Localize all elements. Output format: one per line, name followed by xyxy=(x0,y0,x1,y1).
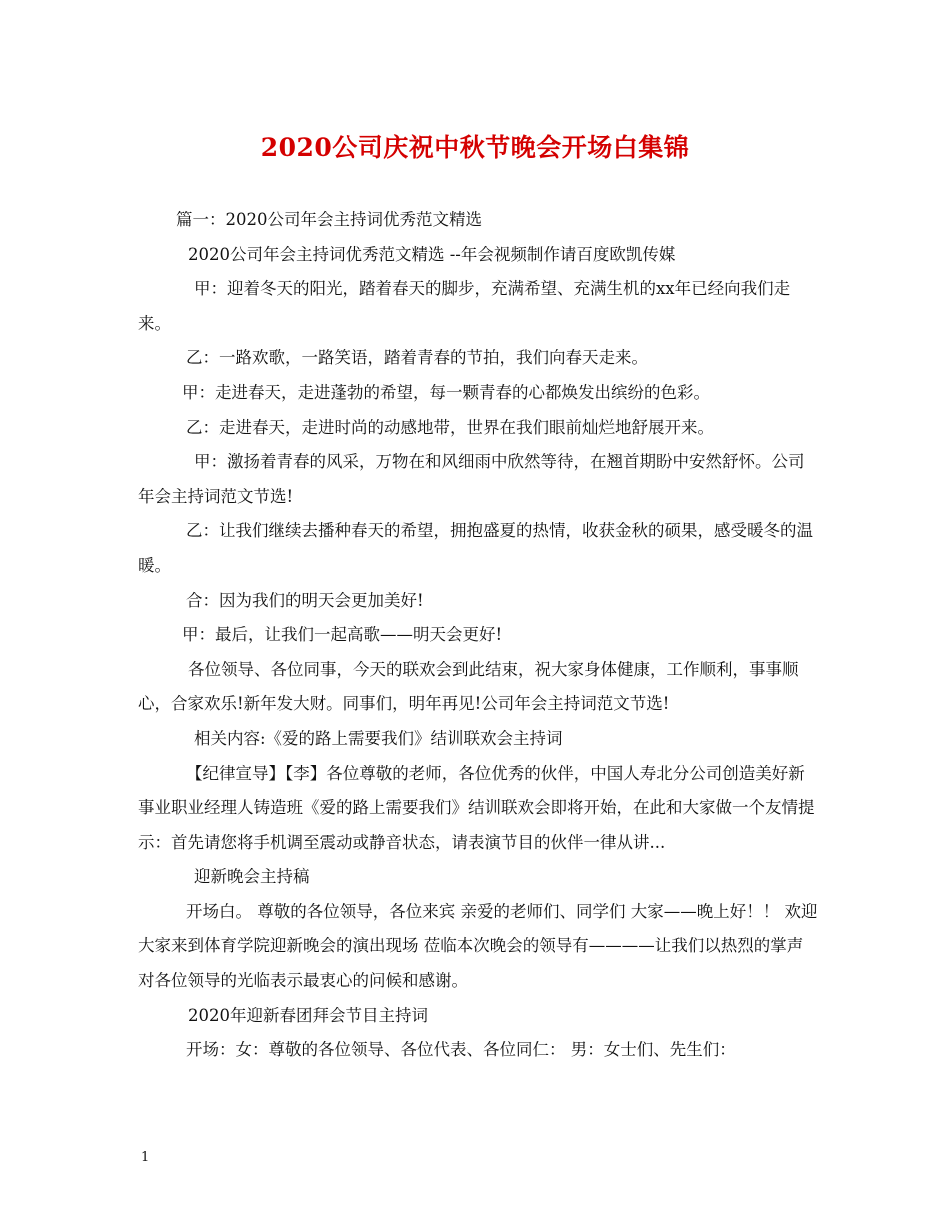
paragraph: 相关内容:《爱的路上需要我们》结训联欢会主持词 xyxy=(194,728,563,748)
paragraph: 甲：走进春天，走进蓬勃的希望，每一颗青春的心都焕发出缤纷的色彩。 xyxy=(182,382,710,402)
document-body xyxy=(138,203,818,1068)
document-title: 2020公司庆祝中秋节晚会开场白集锦 xyxy=(260,133,690,162)
paragraph: 乙：走进春天，走进时尚的动感地带，世界在我们眼前灿烂地舒展开来。 xyxy=(186,417,714,437)
page-number: 1 xyxy=(141,1150,150,1165)
paragraph: 2020年迎新春团拜会节目主持词 xyxy=(188,1005,428,1025)
paragraph: 开场：女：尊敬的各位领导、各位代表、各位同仁： 男：女士们、先生们： xyxy=(186,1040,736,1060)
paragraph: 甲：最后，让我们一起高歌——明天会更好! xyxy=(182,625,503,645)
paragraph: 开场白。 尊敬的各位领导，各位来宾 亲爱的老师们、同学们 大家——晚上好！！ 欢迎大家来到体育学院迎新晚会的演出现场 莅临本次晚会的领导有————让我们以热烈的掌声对各位领导的光临表示最衷心的问候和感谢。 xyxy=(138,901,818,991)
paragraph: 篇一：2020公司年会主持词优秀范文精选 xyxy=(176,210,482,229)
paragraph: 甲：激扬着青春的风采，万物在和风细雨中欣然等待，在翘首期盼中安然舒怀。公司年会主持词范文节选! xyxy=(138,452,805,506)
paragraph: 各位领导、各位同事，今天的联欢会到此结束，祝大家身体健康，工作顺利，事事顺心，合家欢乐!新年发大财。同事们，明年再见!公司年会主持词范文节选! xyxy=(138,659,799,714)
paragraph: 迎新晚会主持稿 xyxy=(194,867,310,887)
paragraph: 2020公司年会主持词优秀范文精选 --年会视频制作请百度欧凯传媒 xyxy=(188,244,676,264)
paragraph: 乙：一路欢歌，一路笑语，踏着青春的节拍，我们向春天走来。 xyxy=(186,348,648,368)
paragraph: 【纪律宣导】【李】各位尊敬的老师，各位优秀的伙伴，中国人寿北分公司创造美好新事业职业经理人铸造班《爱的路上需要我们》结训联欢会即将开始，在此和大家做一个友情提示：首先请您将手机调至震动或静音状态，请表演节目的伙伴一律从讲... xyxy=(138,763,815,852)
paragraph: 甲：迎着冬天的阳光，踏着春天的脚步，充满希望、充满生机的xx年已经向我们走来。 xyxy=(138,279,791,333)
paragraph: 乙：让我们继续去播种春天的希望，拥抱盛夏的热情，收获金秋的硕果，感受暖冬的温暖。 xyxy=(138,521,813,575)
paragraph: 合：因为我们的明天会更加美好! xyxy=(186,590,424,610)
